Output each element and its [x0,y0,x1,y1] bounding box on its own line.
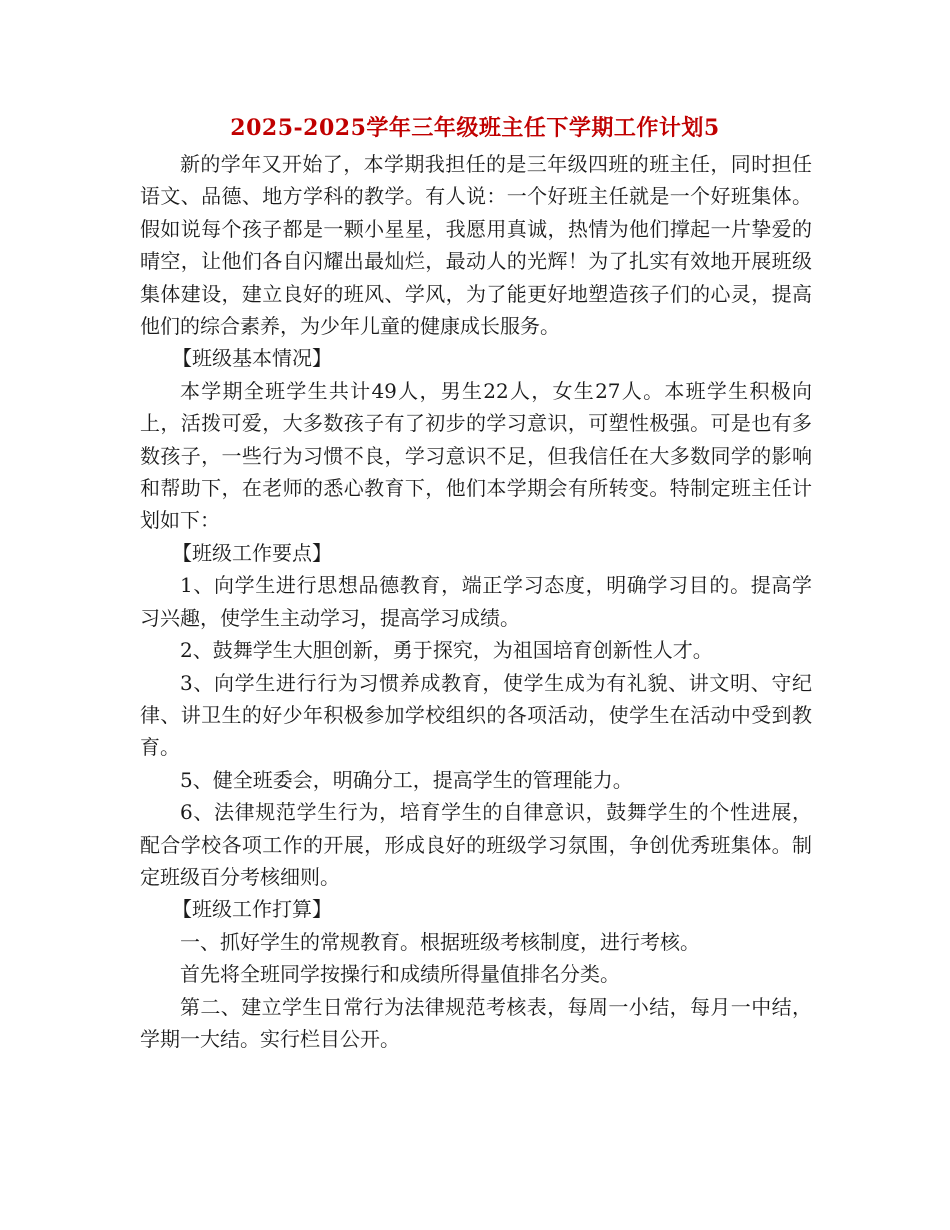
paragraph-class-info: 本学期全班学生共计49人，男生22人，女生27人。本班学生积极向上，活拨可爱，大多数孩子有了初步的学习意识，可塑性极强。可是也有多数孩子，一些行为习惯不良，学习意识不足，但我信任在大多数同学的影响和帮助下，在老师的悉心教育下，他们本学期会有所转变。特制定班主任计划如下： [140,378,812,533]
paragraph-plan-ranking: 首先将全班同学按操行和成绩所得量值排名分类。 [180,962,620,987]
paragraph-point-3: 3、向学生进行行为习惯养成教育，使学生成为有礼貌、讲文明、守纪律、讲卫生的好少年积极参加学校组织的各项活动，使学生在活动中受到教育。 [140,670,812,760]
paragraph-point-1: 1、向学生进行思想品德教育，端正学习态度，明确学习目的。提高学习兴趣，使学生主动学习，提高学习成绩。 [140,573,812,630]
paragraph-point-5: 5、健全班委会，明确分工，提高学生的管理能力。 [180,767,633,792]
document-title: 2025-2025学年三年级班主任下学期工作计划5 [230,115,720,141]
section-heading-basic-info: 【班级基本情况】 [172,346,332,371]
paragraph-plan-1: 一、抓好学生的常规教育。根据班级考核制度，进行考核。 [180,929,700,954]
paragraph-plan-2: 第二、建立学生日常行为法律规范考核表，每周一小结，每月一中结，学期一大结。实行栏目公开。 [140,994,812,1051]
paragraph-intro: 新的学年又开始了，本学期我担任的是三年级四班的班主任，同时担任语文、品德、地方学科的教学。有人说：一个好班主任就是一个好班集体。假如说每个孩子都是一颗小星星，我愿用真诚，热情为他们撑起一片挚爱的晴空，让他们各自闪耀出最灿烂，最动人的光辉！为了扎实有效地开展班级集体建设，建立良好的班风、学风，为了能更好地塑造孩子们的心灵，提高他们的综合素养，为少年儿童的健康成长服务。 [140,152,812,339]
section-heading-work-plan: 【班级工作打算】 [172,897,332,922]
paragraph-point-2: 2、鼓舞学生大胆创新，勇于探究，为祖国培育创新性人才。 [180,638,713,663]
document-body [140,148,812,1055]
section-heading-work-points: 【班级工作要点】 [172,540,332,565]
paragraph-point-6: 6、法律规范学生行为，培育学生的自律意识，鼓舞学生的个性进展，配合学校各项工作的开展，形成良好的班级学习氛围，争创优秀班集体。制定班级百分考核细则。 [140,800,812,889]
